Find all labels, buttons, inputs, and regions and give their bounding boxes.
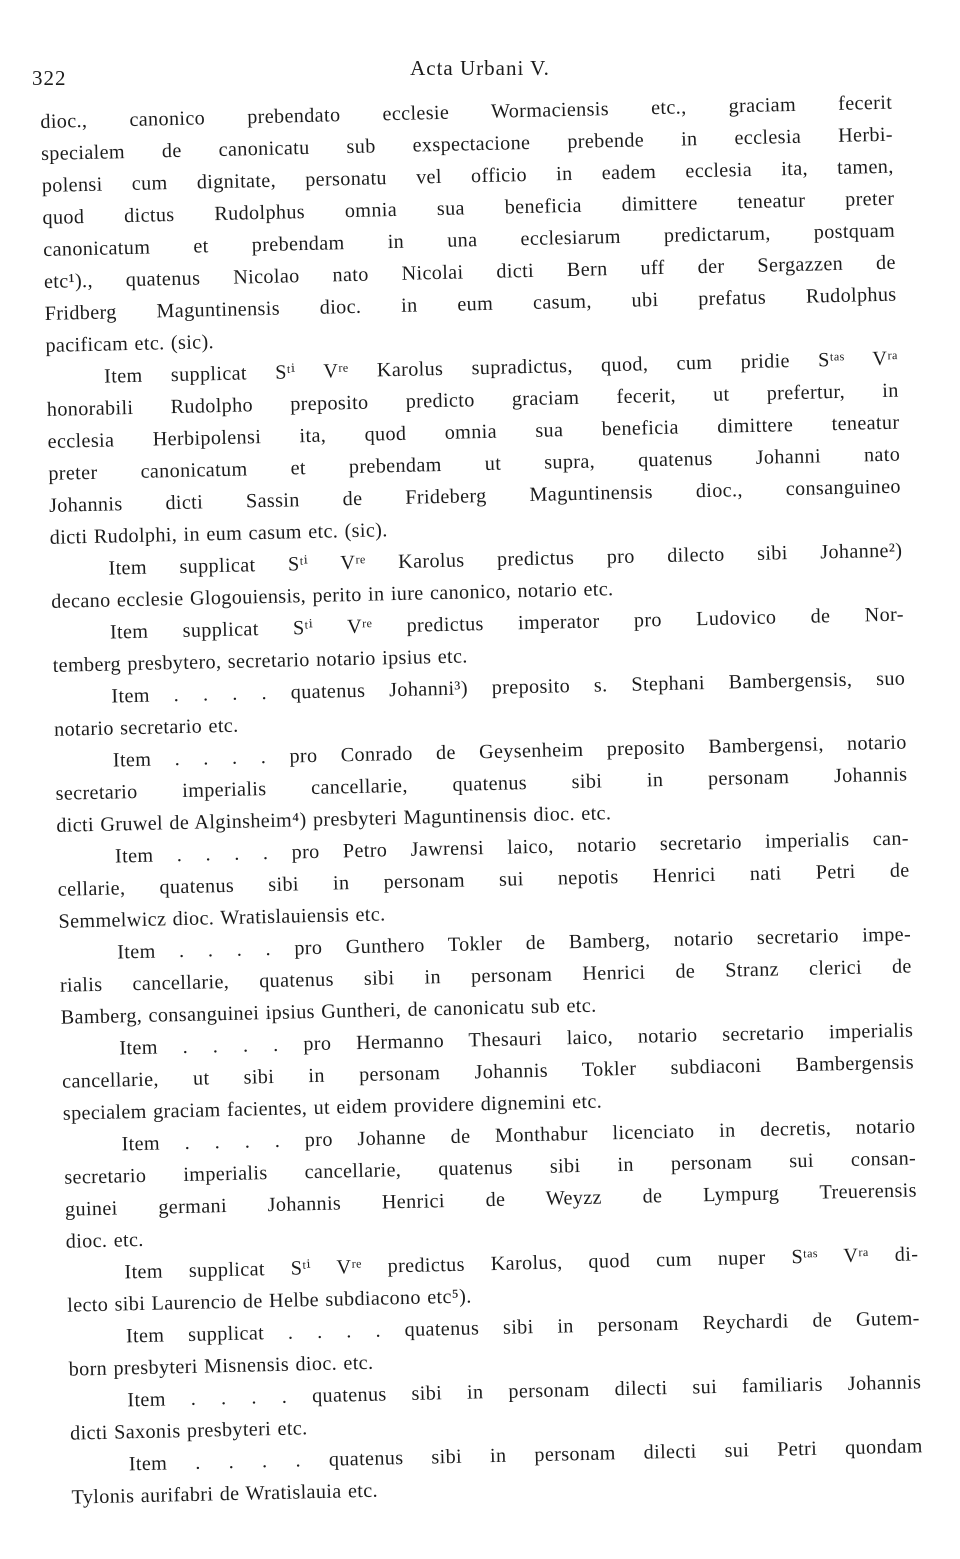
text-line: Item supplicat Sᵗⁱ Vʳᵉ predictus Karolus, quod cum nuper Sᵗᵃˢ Vʳᵃ di- (124, 1243, 919, 1284)
text-line: cancellarie, ut sibi in personam Johannis Tokler subdiaconi Bambergensis (61, 1051, 915, 1093)
text-line: dicti Rudolphi, in eum casum etc. (sic). (49, 519, 388, 549)
text-line: temberg presbytero, secretario notario ipsius etc. (52, 645, 468, 677)
text-line: lecto sibi Laurencio de Helbe subdiacono etc⁵). (66, 1285, 472, 1317)
running-title: Acta Urbani V. (410, 56, 550, 80)
text-line: Item . . . . quatenus sibi in personam dilecti sui familiaris Johannis (127, 1371, 922, 1412)
text-line: dioc. etc. (65, 1228, 144, 1253)
text-line: Johannis dicti Sassin de Frideberg Maguntinensis dioc., consanguineo (48, 475, 902, 517)
body-text (40, 87, 924, 1514)
page-number: 322 (32, 66, 67, 90)
text-line: Bamberg, consanguinei ipsius Guntheri, de canonicatu sub etc. (60, 994, 597, 1029)
text-line: cellarie, quatenus sibi in personam sui nepotis Henrici nati Petri de (57, 859, 910, 901)
text-line: notario secretario etc. (53, 714, 239, 741)
page-header (30, 56, 930, 92)
text-line: rialis cancellarie, quatenus sibi in personam Henrici de Stranz clerici de (59, 955, 912, 997)
text-line: secretario imperialis cancellarie, quatenus sibi in personam Johannis (55, 763, 908, 805)
text-line: born presbyteri Misnensis dioc. etc. (68, 1351, 374, 1381)
text-line: dioc., canonico prebendato ecclesie Wormaciensis etc., graciam fecerit (40, 91, 893, 133)
text-line: Item supplicat Sᵗⁱ Vʳᵉ Karolus supradictus, quod, cum pridie Sᵗᵃˢ Vʳᵃ (103, 347, 899, 388)
text-line: secretario imperialis cancellarie, quatenus sibi in personam sui consan- (64, 1147, 917, 1189)
text-line: canonicatum et prebendam in una ecclesiarum predictarum, postquam (43, 219, 896, 261)
text-line: Semmelwicz dioc. Wratislauiensis etc. (58, 903, 386, 933)
text-line: Item supplicat Sᵗⁱ Vʳᵉ predictus imperator pro Ludovico de Nor- (109, 603, 905, 644)
text-line: Tylonis aurifabri de Wratislauia etc. (71, 1479, 379, 1509)
text-line: Item . . . . pro Johanne de Monthabur licenciato in decretis, notario (121, 1115, 916, 1156)
text-line: preter canonicatum et prebendam ut supra, quatenus Johanni nato (48, 443, 901, 485)
text-line: dicti Saxonis presbyteri etc. (69, 1417, 308, 1445)
text-line: decano ecclesie Glogouiensis, perito in iure canonico, notario etc. (51, 578, 614, 613)
text-line: Item . . . . pro Petro Jawrensi laico, notario secretario imperialis can- (114, 827, 910, 868)
text-line: etc¹)., quatenus Nicolao nato Nicolai dicti Bern uff der Sergazzen de (43, 251, 897, 293)
text-line: Item . . . . pro Gunthero Tokler de Bamberg, notario secretario impe- (116, 923, 912, 964)
text-line: Item . . . . quatenus sibi in personam dilecti sui Petri quondam (128, 1435, 923, 1476)
text-line: ecclesia Herbipolensi ita, quod omnia sua beneficia dimittere teneatur (47, 411, 900, 453)
text-line: Item . . . . quatenus Johanni³) preposito s. Stephani Bambergensis, suo (111, 667, 906, 708)
text-line: Item . . . . pro Conrado de Geysenheim preposito Bambergensi, notario (112, 731, 907, 772)
text-line: specialem graciam facientes, ut eidem providere dignemini etc. (62, 1090, 603, 1125)
text-line: polensi cum dignitate, personatu vel officio in eadem ecclesia ita, tamen, (41, 155, 894, 197)
text-line: Item . . . . pro Hermanno Thesauri laico, notario secretario imperialis (119, 1019, 914, 1060)
text-line: pacificam etc. (sic). (45, 331, 215, 357)
text-line: Fridberg Maguntinensis dioc. in eum casum, ubi prefatus Rudolphus (44, 283, 897, 325)
text-line: specialem de canonicatu sub exspectacione prebende in ecclesia Herbi- (40, 123, 894, 165)
text-line: honorabili Rudolpho preposito predicto graciam fecerit, ut prefertur, in (46, 379, 899, 421)
text-line: dicti Gruwel de Alginsheim⁴) presbyteri Maguntinensis dioc. etc. (56, 802, 612, 837)
text-line: guinei germani Johannis Henrici de Weyzz de Lympurg Treuerensis (64, 1179, 918, 1221)
text-line: quod dictus Rudolphus omnia sua beneficia dimittere teneatur preter (42, 187, 895, 229)
text-line: Item supplicat . . . . quatenus sibi in personam Reychardi de Gutem- (125, 1307, 920, 1348)
text-line: Item supplicat Sᵗⁱ Vʳᵉ Karolus predictus pro dilecto sibi Johanne²) (108, 539, 903, 580)
